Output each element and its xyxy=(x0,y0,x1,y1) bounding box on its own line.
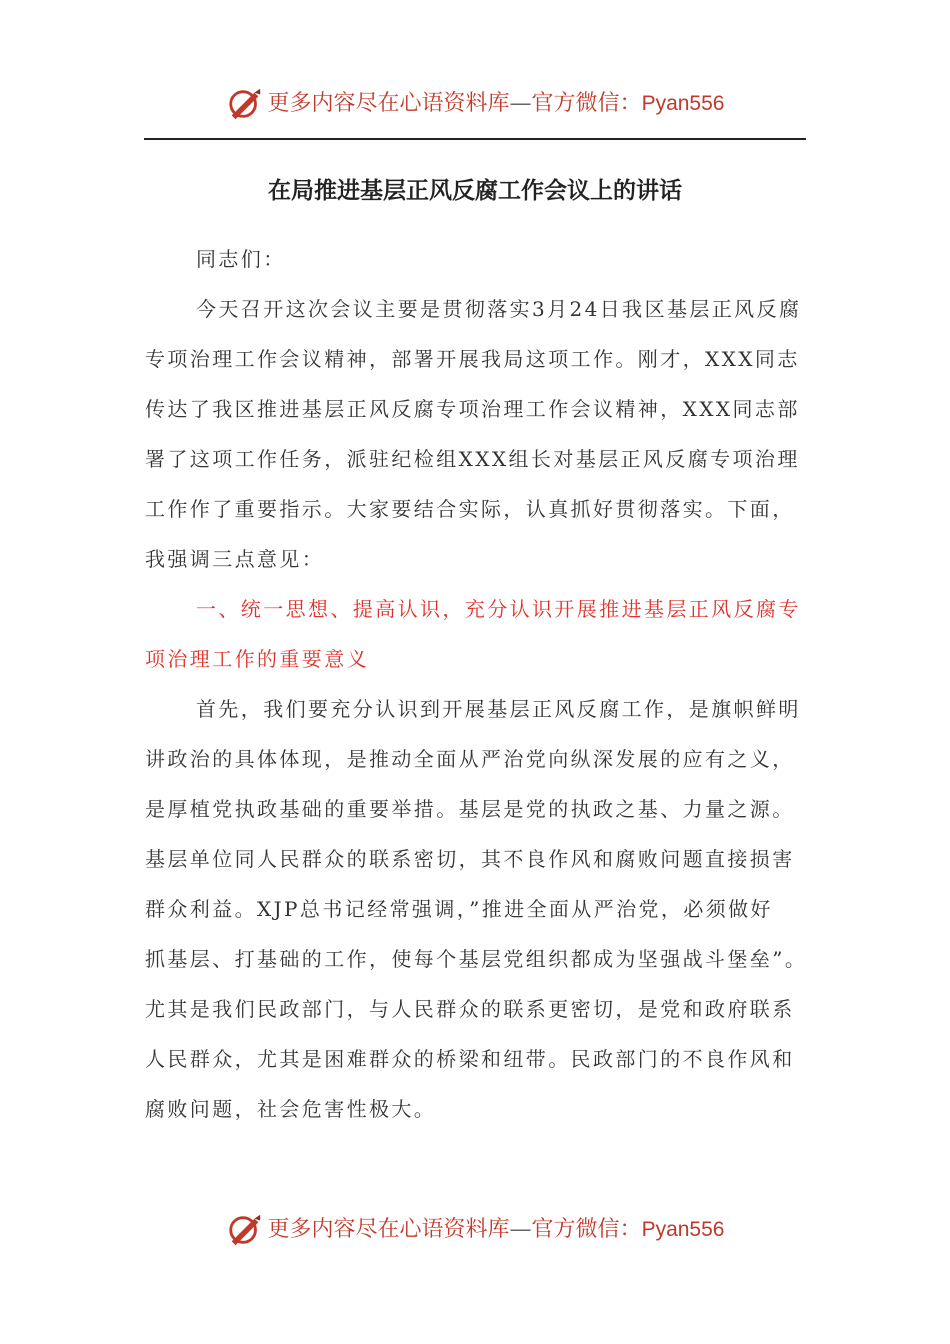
paragraph-line: 群众利益。XJP总书记经常强调，”推进全面从严治党，必须做好 xyxy=(145,897,773,921)
footer-banner xyxy=(0,1208,950,1252)
paragraph-line: 是厚植党执政基础的重要举措。基层是党的执政之基、力量之源。 xyxy=(145,797,795,821)
paragraph-line: 抓基层、打基础的工作，使每个基层党组织都成为坚强战斗堡垒”。 xyxy=(145,947,808,971)
section-heading: 一、统一思想、提高认识，充分认识开展推进基层正风反腐专 xyxy=(196,597,801,621)
paragraph-line: 人民群众，尤其是困难群众的桥梁和纽带。民政部门的不良作风和 xyxy=(145,1047,795,1071)
banner-separator: — xyxy=(509,1217,532,1242)
paragraph-line: 基层单位同人民群众的联系密切，其不良作风和腐败问题直接损害 xyxy=(145,847,795,871)
banner-wechat-label: 官方微信： xyxy=(531,91,642,116)
banner-wechat-label: 官方微信： xyxy=(531,1217,642,1242)
pen-logo-icon xyxy=(226,1211,264,1249)
banner-text xyxy=(268,1219,725,1241)
banner-library-name: 更多内容尽在心语资料库 xyxy=(267,1217,510,1242)
paragraph-line: 工作作了重要指示。大家要结合实际，认真抓好贯彻落实。下面， xyxy=(145,497,795,521)
banner-wechat-id: Pyan556 xyxy=(641,1218,725,1241)
banner-wechat-id: Pyan556 xyxy=(641,92,725,115)
salutation: 同志们： xyxy=(196,247,286,271)
paragraph-line: 腐败问题，社会危害性极大。 xyxy=(145,1097,437,1121)
paragraph-line: 今天召开这次会议主要是贯彻落实3月24日我区基层正风反腐 xyxy=(196,297,802,321)
paragraph-line: 尤其是我们民政部门，与人民群众的联系更密切，是党和政府联系 xyxy=(145,997,795,1021)
paragraph-line: 署了这项工作任务，派驻纪检组XXX组长对基层正风反腐专项治理 xyxy=(145,447,800,471)
banner-library-name: 更多内容尽在心语资料库 xyxy=(267,91,510,116)
paragraph-line: 传达了我区推进基层正风反腐专项治理工作会议精神，XXX同志部 xyxy=(145,397,800,421)
paragraph-line: 我强调三点意见： xyxy=(145,547,325,571)
paragraph-line: 专项治理工作会议精神，部署开展我局这项工作。刚才，XXX同志 xyxy=(145,347,800,371)
header-banner xyxy=(0,82,950,126)
pen-logo-icon xyxy=(226,85,264,123)
header-divider xyxy=(144,138,806,140)
banner-text xyxy=(268,93,725,115)
paragraph-line: 讲政治的具体体现，是推动全面从严治党向纵深发展的应有之义， xyxy=(145,747,795,771)
paragraph-line: 首先，我们要充分认识到开展基层正风反腐工作，是旗帜鲜明 xyxy=(196,697,801,721)
section-heading: 项治理工作的重要意义 xyxy=(145,647,369,671)
document-title: 在局推进基层正风反腐工作会议上的讲话 xyxy=(268,178,682,204)
banner-separator: — xyxy=(509,91,532,116)
